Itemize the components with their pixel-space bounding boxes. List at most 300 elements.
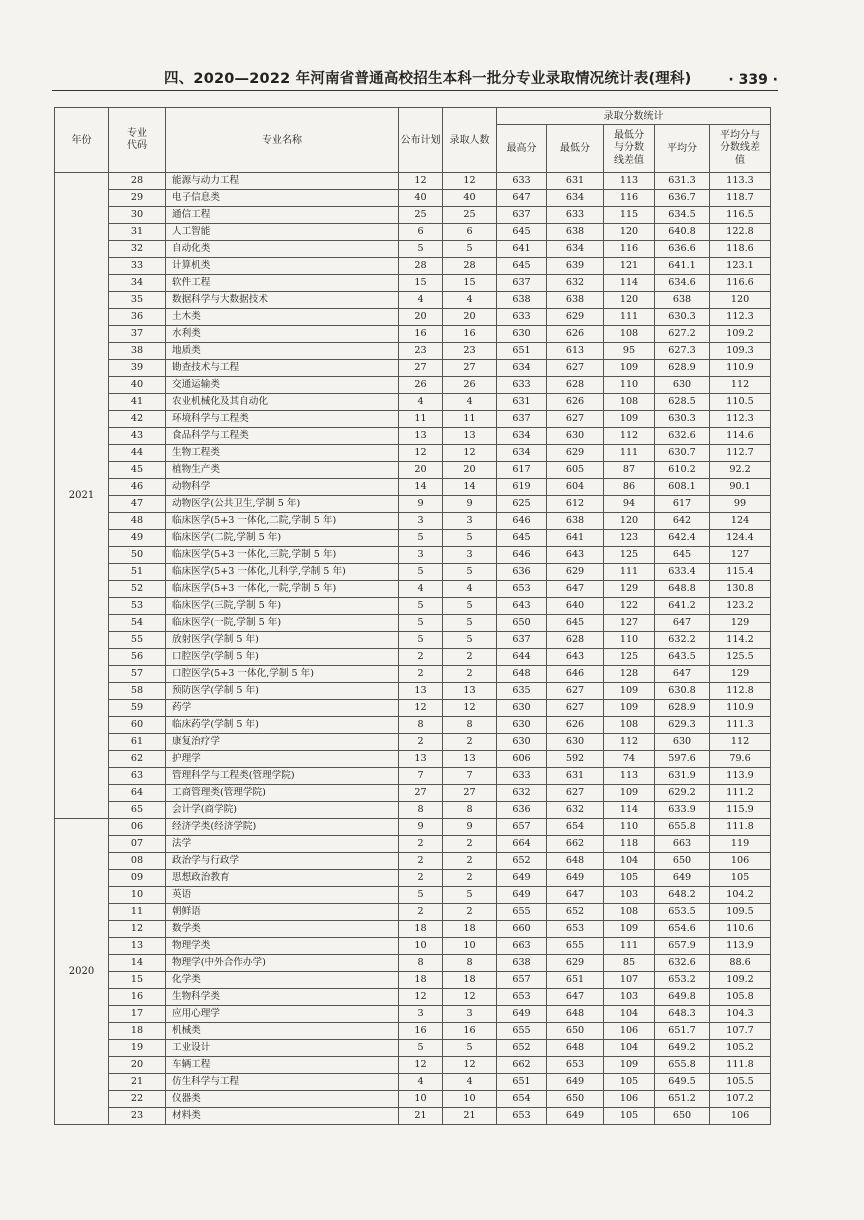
min-cell: 649 [547,870,604,887]
code-cell: 38 [109,343,166,360]
plan-cell: 4 [399,1074,443,1091]
avg-cell: 648.8 [655,581,710,598]
name-cell: 工业设计 [166,1040,399,1057]
min-diff-cell: 109 [604,683,655,700]
code-cell: 23 [109,1108,166,1125]
table-row [55,343,771,360]
table-row [55,258,771,275]
header-plan: 公布计划 [399,108,443,173]
name-cell: 会计学(商学院) [166,802,399,819]
plan-cell: 25 [399,207,443,224]
year-cell: 2020 [55,819,109,1125]
admitted-cell: 16 [443,1023,497,1040]
plan-cell: 26 [399,377,443,394]
avg-diff-cell: 110.9 [710,360,771,377]
header-rule [52,90,778,91]
avg-diff-cell: 112.3 [710,309,771,326]
min-cell: 629 [547,309,604,326]
table-row [55,700,771,717]
avg-cell: 651.2 [655,1091,710,1108]
table-row [55,921,771,938]
min-cell: 651 [547,972,604,989]
code-cell: 50 [109,547,166,564]
avg-cell: 632.2 [655,632,710,649]
avg-diff-cell: 110.6 [710,921,771,938]
plan-cell: 4 [399,394,443,411]
name-cell: 放射医学(学制 5 年) [166,632,399,649]
max-cell: 637 [497,411,547,428]
avg-cell: 628.5 [655,394,710,411]
name-cell: 计算机类 [166,258,399,275]
plan-cell: 5 [399,598,443,615]
admitted-cell: 2 [443,649,497,666]
plan-cell: 12 [399,445,443,462]
table-row [55,615,771,632]
max-cell: 644 [497,649,547,666]
table-row [55,870,771,887]
plan-cell: 5 [399,615,443,632]
max-cell: 645 [497,224,547,241]
admitted-cell: 28 [443,258,497,275]
min-cell: 628 [547,632,604,649]
min-diff-cell: 125 [604,547,655,564]
avg-cell: 628.9 [655,360,710,377]
min-cell: 655 [547,938,604,955]
min-cell: 648 [547,853,604,870]
code-cell: 36 [109,309,166,326]
min-cell: 632 [547,802,604,819]
code-cell: 56 [109,649,166,666]
min-diff-cell: 109 [604,785,655,802]
plan-cell: 10 [399,1091,443,1108]
table-row [55,666,771,683]
plan-cell: 11 [399,411,443,428]
min-diff-cell: 108 [604,904,655,921]
avg-cell: 638 [655,292,710,309]
name-cell: 护理学 [166,751,399,768]
code-cell: 29 [109,190,166,207]
avg-cell: 610.2 [655,462,710,479]
plan-cell: 5 [399,632,443,649]
min-cell: 592 [547,751,604,768]
admitted-cell: 15 [443,275,497,292]
name-cell: 能源与动力工程 [166,173,399,190]
avg-cell: 634.6 [655,275,710,292]
code-cell: 44 [109,445,166,462]
min-diff-cell: 114 [604,275,655,292]
admitted-cell: 9 [443,496,497,513]
table-row [55,819,771,836]
code-cell: 47 [109,496,166,513]
max-cell: 664 [497,836,547,853]
table-row [55,632,771,649]
max-cell: 650 [497,615,547,632]
plan-cell: 2 [399,853,443,870]
page-header [56,64,778,88]
avg-cell: 597.6 [655,751,710,768]
code-cell: 18 [109,1023,166,1040]
max-cell: 655 [497,904,547,921]
table-row [55,530,771,547]
min-diff-cell: 85 [604,955,655,972]
avg-cell: 645 [655,547,710,564]
min-cell: 649 [547,1108,604,1125]
admitted-cell: 12 [443,700,497,717]
name-cell: 水利类 [166,326,399,343]
admitted-cell: 16 [443,326,497,343]
table-row [55,683,771,700]
admitted-cell: 23 [443,343,497,360]
avg-diff-cell: 127 [710,547,771,564]
avg-diff-cell: 118.6 [710,241,771,258]
max-cell: 630 [497,326,547,343]
avg-cell: 636.6 [655,241,710,258]
min-diff-cell: 87 [604,462,655,479]
admitted-cell: 3 [443,547,497,564]
admitted-cell: 2 [443,853,497,870]
avg-cell: 651.7 [655,1023,710,1040]
min-cell: 630 [547,428,604,445]
avg-diff-cell: 114.6 [710,428,771,445]
min-cell: 629 [547,445,604,462]
plan-cell: 12 [399,700,443,717]
name-cell: 朝鲜语 [166,904,399,921]
avg-cell: 630.3 [655,411,710,428]
plan-cell: 5 [399,530,443,547]
avg-diff-cell: 106 [710,853,771,870]
header-avg-diff-text: 平均分与分数线差值 [720,129,761,166]
max-cell: 649 [497,887,547,904]
max-cell: 630 [497,717,547,734]
header-name: 专业名称 [166,108,399,173]
min-diff-cell: 112 [604,428,655,445]
admitted-cell: 5 [443,241,497,258]
max-cell: 617 [497,462,547,479]
max-cell: 634 [497,428,547,445]
max-cell: 637 [497,275,547,292]
min-diff-cell: 110 [604,819,655,836]
max-cell: 653 [497,1108,547,1125]
max-cell: 606 [497,751,547,768]
avg-diff-cell: 115.9 [710,802,771,819]
plan-cell: 20 [399,309,443,326]
avg-cell: 647 [655,615,710,632]
table-row [55,768,771,785]
min-cell: 643 [547,649,604,666]
max-cell: 646 [497,547,547,564]
avg-diff-cell: 111.2 [710,785,771,802]
avg-cell: 655.8 [655,819,710,836]
avg-diff-cell: 105.5 [710,1074,771,1091]
max-cell: 653 [497,581,547,598]
max-cell: 643 [497,598,547,615]
name-cell: 勘查技术与工程 [166,360,399,377]
admitted-cell: 27 [443,360,497,377]
code-cell: 52 [109,581,166,598]
min-diff-cell: 105 [604,1074,655,1091]
name-cell: 农业机械化及其自动化 [166,394,399,411]
name-cell: 地质类 [166,343,399,360]
max-cell: 649 [497,870,547,887]
min-diff-cell: 109 [604,921,655,938]
admitted-cell: 2 [443,870,497,887]
admitted-cell: 13 [443,751,497,768]
avg-cell: 632.6 [655,428,710,445]
min-cell: 627 [547,360,604,377]
name-cell: 生物科学类 [166,989,399,1006]
year-cell: 2021 [55,173,109,819]
max-cell: 662 [497,1057,547,1074]
max-cell: 631 [497,394,547,411]
plan-cell: 18 [399,972,443,989]
code-cell: 55 [109,632,166,649]
page-title: 四、2020—2022 年河南省普通高校招生本科一批分专业录取情况统计表(理科) [164,71,692,87]
table-row [55,904,771,921]
min-cell: 638 [547,513,604,530]
table-row [55,428,771,445]
avg-diff-cell: 119 [710,836,771,853]
table-row [55,462,771,479]
avg-cell: 653.2 [655,972,710,989]
avg-diff-cell: 92.2 [710,462,771,479]
avg-cell: 643.5 [655,649,710,666]
min-cell: 631 [547,768,604,785]
header-min-diff-text: 最低分与分数线差值 [614,129,644,166]
max-cell: 637 [497,207,547,224]
min-cell: 649 [547,1074,604,1091]
name-cell: 电子信息类 [166,190,399,207]
code-cell: 17 [109,1006,166,1023]
plan-cell: 9 [399,819,443,836]
max-cell: 630 [497,734,547,751]
min-diff-cell: 106 [604,1091,655,1108]
avg-diff-cell: 111.8 [710,1057,771,1074]
avg-cell: 653.5 [655,904,710,921]
avg-cell: 628.9 [655,700,710,717]
min-diff-cell: 104 [604,1006,655,1023]
avg-cell: 649.8 [655,989,710,1006]
header-admitted: 录取人数 [443,108,497,173]
min-cell: 633 [547,207,604,224]
min-diff-cell: 111 [604,938,655,955]
min-diff-cell: 108 [604,394,655,411]
min-cell: 647 [547,581,604,598]
avg-cell: 633.9 [655,802,710,819]
min-diff-cell: 127 [604,615,655,632]
avg-diff-cell: 106 [710,1108,771,1125]
avg-diff-cell: 123.2 [710,598,771,615]
admitted-cell: 18 [443,921,497,938]
plan-cell: 13 [399,751,443,768]
plan-cell: 20 [399,462,443,479]
name-cell: 应用心理学 [166,1006,399,1023]
min-cell: 629 [547,955,604,972]
min-diff-cell: 106 [604,1023,655,1040]
plan-cell: 8 [399,802,443,819]
avg-cell: 655.8 [655,1057,710,1074]
min-diff-cell: 110 [604,632,655,649]
code-cell: 51 [109,564,166,581]
max-cell: 636 [497,802,547,819]
plan-cell: 15 [399,275,443,292]
plan-cell: 9 [399,496,443,513]
admitted-cell: 2 [443,904,497,921]
min-cell: 638 [547,292,604,309]
avg-diff-cell: 122.8 [710,224,771,241]
avg-cell: 648.2 [655,887,710,904]
table-row [55,496,771,513]
avg-diff-cell: 124.4 [710,530,771,547]
name-cell: 仪器类 [166,1091,399,1108]
min-diff-cell: 105 [604,1108,655,1125]
avg-diff-cell: 115.4 [710,564,771,581]
avg-cell: 641.2 [655,598,710,615]
code-cell: 13 [109,938,166,955]
table-row [55,241,771,258]
code-cell: 42 [109,411,166,428]
name-cell: 工商管理类(管理学院) [166,785,399,802]
avg-cell: 642.4 [655,530,710,547]
table-row [55,751,771,768]
admitted-cell: 2 [443,734,497,751]
plan-cell: 2 [399,734,443,751]
min-cell: 645 [547,615,604,632]
table-row [55,1006,771,1023]
plan-cell: 28 [399,258,443,275]
name-cell: 管理科学与工程类(管理学院) [166,768,399,785]
min-diff-cell: 116 [604,190,655,207]
avg-diff-cell: 129 [710,615,771,632]
table-row [55,836,771,853]
plan-cell: 3 [399,547,443,564]
min-diff-cell: 109 [604,1057,655,1074]
code-cell: 60 [109,717,166,734]
name-cell: 法学 [166,836,399,853]
code-cell: 16 [109,989,166,1006]
plan-cell: 2 [399,904,443,921]
min-cell: 632 [547,275,604,292]
name-cell: 车辆工程 [166,1057,399,1074]
max-cell: 638 [497,955,547,972]
admitted-cell: 10 [443,1091,497,1108]
admitted-cell: 5 [443,632,497,649]
min-diff-cell: 128 [604,666,655,683]
code-cell: 10 [109,887,166,904]
admitted-cell: 20 [443,462,497,479]
name-cell: 英语 [166,887,399,904]
name-cell: 口腔医学(学制 5 年) [166,649,399,666]
admitted-cell: 11 [443,411,497,428]
min-diff-cell: 110 [604,377,655,394]
name-cell: 临床医学(5+3 一体化,二院,学制 5 年) [166,513,399,530]
table-row [55,1108,771,1125]
min-cell: 627 [547,683,604,700]
min-cell: 650 [547,1023,604,1040]
table-row [55,411,771,428]
min-diff-cell: 111 [604,309,655,326]
plan-cell: 2 [399,649,443,666]
max-cell: 645 [497,530,547,547]
avg-diff-cell: 111.3 [710,717,771,734]
table-row [55,1057,771,1074]
min-cell: 626 [547,394,604,411]
min-cell: 628 [547,377,604,394]
max-cell: 641 [497,241,547,258]
admitted-cell: 13 [443,683,497,700]
table-row [55,377,771,394]
admitted-cell: 13 [443,428,497,445]
min-cell: 653 [547,921,604,938]
table-row [55,292,771,309]
table-row [55,564,771,581]
page-number: · 339 · [728,72,778,88]
avg-diff-cell: 109.2 [710,972,771,989]
avg-diff-cell: 116.6 [710,275,771,292]
admitted-cell: 20 [443,309,497,326]
min-cell: 652 [547,904,604,921]
plan-cell: 5 [399,241,443,258]
avg-diff-cell: 113.9 [710,768,771,785]
max-cell: 630 [497,700,547,717]
plan-cell: 21 [399,1108,443,1125]
plan-cell: 7 [399,768,443,785]
admission-table [54,107,771,1125]
min-diff-cell: 104 [604,1040,655,1057]
code-cell: 64 [109,785,166,802]
min-diff-cell: 121 [604,258,655,275]
code-cell: 53 [109,598,166,615]
avg-diff-cell: 112 [710,377,771,394]
max-cell: 625 [497,496,547,513]
avg-diff-cell: 90.1 [710,479,771,496]
avg-cell: 647 [655,666,710,683]
code-cell: 32 [109,241,166,258]
avg-diff-cell: 124 [710,513,771,530]
min-diff-cell: 86 [604,479,655,496]
avg-diff-cell: 112.8 [710,683,771,700]
max-cell: 634 [497,445,547,462]
table-row [55,1023,771,1040]
name-cell: 土木类 [166,309,399,326]
max-cell: 645 [497,258,547,275]
plan-cell: 2 [399,666,443,683]
code-cell: 45 [109,462,166,479]
plan-cell: 27 [399,360,443,377]
avg-diff-cell: 112 [710,734,771,751]
table-row [55,972,771,989]
avg-cell: 654.6 [655,921,710,938]
admitted-cell: 8 [443,802,497,819]
min-diff-cell: 123 [604,530,655,547]
avg-diff-cell: 112.7 [710,445,771,462]
header-score-stats: 录取分数统计 [497,108,771,125]
avg-diff-cell: 130.8 [710,581,771,598]
code-cell: 43 [109,428,166,445]
min-diff-cell: 104 [604,853,655,870]
admitted-cell: 5 [443,530,497,547]
admitted-cell: 12 [443,173,497,190]
plan-cell: 14 [399,479,443,496]
max-cell: 646 [497,513,547,530]
name-cell: 化学类 [166,972,399,989]
avg-diff-cell: 109.2 [710,326,771,343]
code-cell: 57 [109,666,166,683]
header-code-text: 专业代码 [127,127,147,151]
code-cell: 09 [109,870,166,887]
avg-cell: 630.8 [655,683,710,700]
avg-diff-cell: 111.8 [710,819,771,836]
min-diff-cell: 111 [604,445,655,462]
